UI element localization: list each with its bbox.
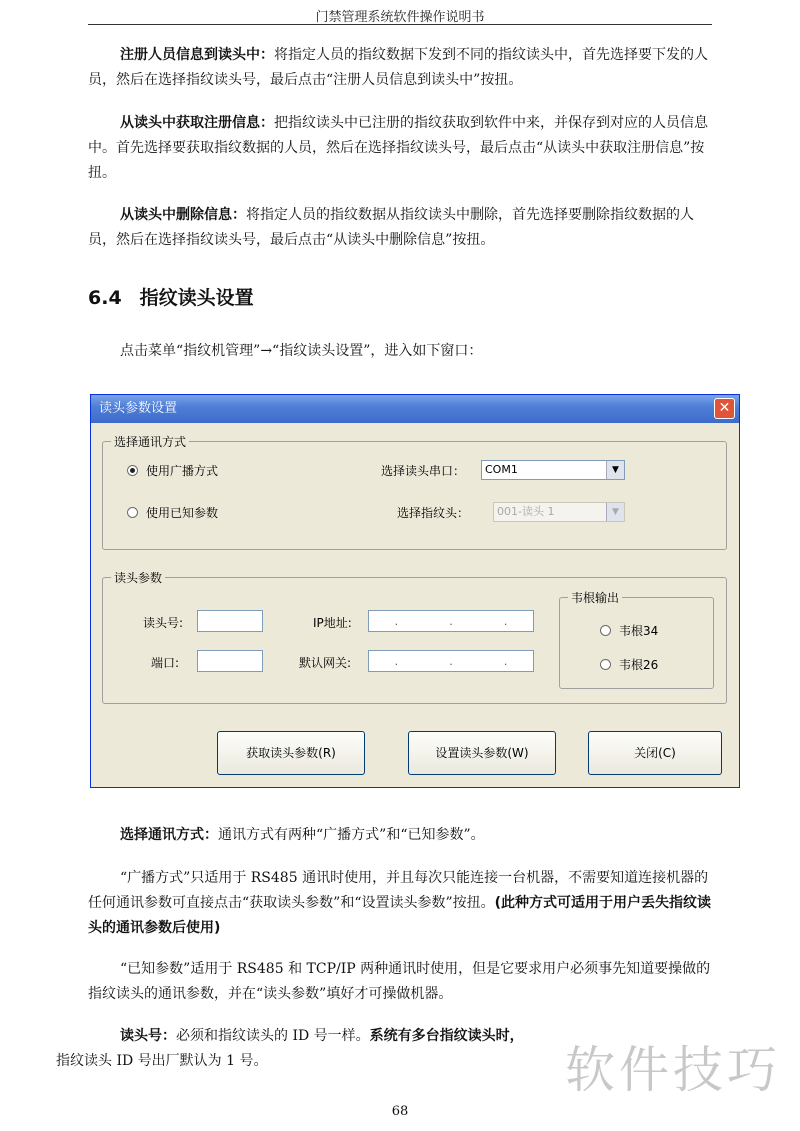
port-number-field[interactable] [197,650,263,672]
radio-known-label: 使用已知参数 [146,506,219,520]
radio-unselected-icon [127,507,138,518]
head-label: 选择指纹头： [397,506,470,520]
comm-method-legend: 选择通讯方式 [111,433,189,450]
reader-params-group [102,571,727,704]
port-number-label: 端口: [151,656,180,670]
ip-label: IP地址: [313,616,352,630]
radio-unselected-icon [600,625,611,636]
paragraph-broadcast: “广播方式”只适用于 RS485 通讯时使用，并且每次只能连接一台机器，不需要知道连接机器的任何通讯参数可直接点击“获取读头参数”和“设置读头参数”按扭。(此种方式可适用于用户丢失指纹读头的通讯参数后使用) [88,870,712,936]
radio-known-params[interactable] [127,504,218,521]
dialog-titlebar[interactable] [91,395,739,423]
set-params-button[interactable]: 设置读头参数(W) [408,731,556,775]
port-select-value: COM1 [485,463,518,476]
radio-wiegand34[interactable] [600,622,658,639]
paragraph-reader-no: 读头号：必须和指纹读头的 ID 号一样。系统有多台指纹读头时， 指纹读头 ID 号出厂默认为 1 号。 [56,1028,524,1069]
dialog-title: 读头参数设置 [99,401,178,416]
port-label: 选择读头串口： [381,464,466,478]
paragraph-delete: 从读头中删除信息：将指定人员的指纹数据从指纹读头中删除，首先选择要删除指纹数据的人员，然后在选择指纹读头号，最后点击“从读头中删除信息”按扭。 [88,207,694,248]
radio-broadcast-label: 使用广播方式 [146,464,219,478]
gateway-label: 默认网关: [299,656,352,670]
head-select[interactable] [493,502,625,522]
comm-method-group [102,435,727,550]
head-select-value: 001-读头 1 [497,505,555,518]
document-header-title: 门禁管理系统软件操作说明书 [315,10,485,25]
reader-no-label: 读头号: [143,616,184,630]
radio-unselected-icon [600,659,611,670]
page-number: 68 [391,1104,409,1119]
wiegand-group [559,591,714,689]
radio-wiegand34-label: 韦根34 [619,624,659,638]
paragraph-fetch: 从读头中获取注册信息：把指纹读头中已注册的指纹获取到软件中来，并保存到对应的人员信息中。首先选择要获取指纹数据的人员，然后在选择指纹读头号，最后点击“从读头中获取注册信息”按扭。 [88,115,708,181]
reader-no-field[interactable] [197,610,263,632]
radio-broadcast[interactable] [127,462,218,479]
paragraph-comm-method: 选择通讯方式：通讯方式有两种“广播方式”和“已知参数”。 [120,827,485,843]
close-icon[interactable]: ✕ [714,398,735,419]
watermark: 软件技巧 [565,1041,781,1099]
chevron-down-icon: ▼ [606,461,624,479]
paragraph-register: 注册人员信息到读头中：将指定人员的指纹数据下发到不同的指纹读头中，首先选择要下发的人员，然后在选择指纹读头号，最后点击“注册人员信息到读头中”按扭。 [88,47,708,88]
radio-wiegand26[interactable] [600,656,658,673]
get-params-button[interactable]: 获取读头参数(R) [217,731,365,775]
intro-paragraph: 点击菜单“指纹机管理”→“指纹读头设置”，进入如下窗口： [120,343,483,359]
gateway-field[interactable]: . . . [368,650,534,672]
close-button[interactable]: 关闭(C) [588,731,722,775]
header-rule [88,24,712,25]
section-heading: 6.4 指纹读头设置 [88,287,254,309]
reader-settings-dialog [90,394,740,788]
radio-selected-icon [127,465,138,476]
wiegand-legend: 韦根输出 [568,589,622,606]
radio-wiegand26-label: 韦根26 [619,658,659,672]
paragraph-known-params: “已知参数”适用于 RS485 和 TCP/IP 两种通讯时使用，但是它要求用户必须事先知道要操做的指纹读头的通讯参数，并在“读头参数”填好才可操做机器。 [88,961,711,1002]
reader-params-legend: 读头参数 [111,569,165,586]
chevron-down-icon: ▼ [606,503,624,521]
port-select[interactable] [481,460,625,480]
ip-address-field[interactable]: . . . [368,610,534,632]
